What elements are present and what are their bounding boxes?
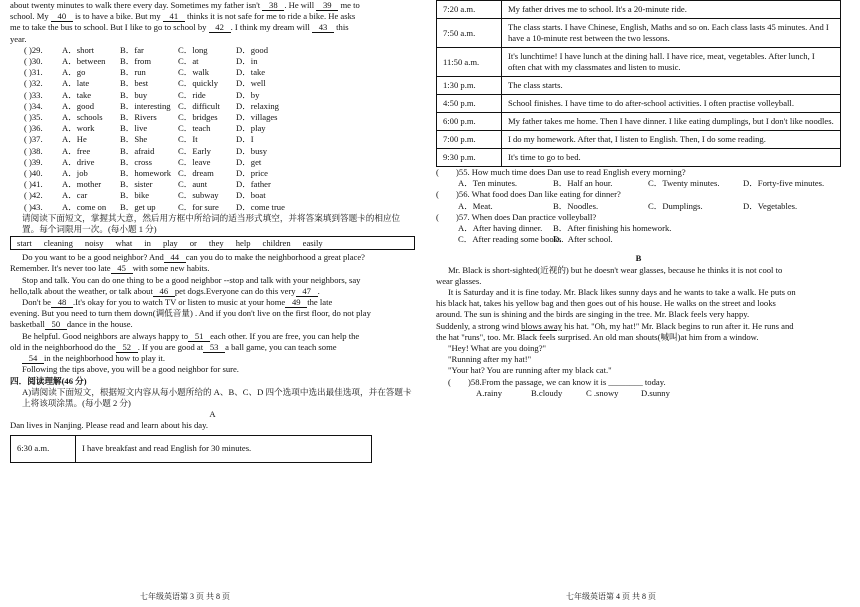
option-row <box>10 134 415 145</box>
question-number: ( )33. <box>24 89 43 100</box>
question-list <box>436 167 841 245</box>
option-row <box>10 45 415 56</box>
option-a: A．between <box>62 56 106 67</box>
text-segment: Following the tips above, you will be a good neighbor for sure. <box>22 364 239 375</box>
option-d: D．busy <box>236 145 268 156</box>
text-line <box>10 353 415 364</box>
instruction-3: A)请阅读下面短文，根据短文内容从每小题所给的 A、B、C、D 四个选项中选出最佳选项，并在答题卡上将该项涂黑。(每小题 2 分) <box>22 386 412 408</box>
text-segment: .It's okay for you to watch TV or listen to music at your home <box>73 297 286 308</box>
option-b: B．buy <box>120 89 148 100</box>
word-box-item: cleaning <box>43 238 73 249</box>
answer-blank: 54 <box>22 354 44 364</box>
answer-blank: 51 <box>188 332 210 342</box>
option-b: B．homework <box>120 168 172 179</box>
option: C．Twenty minutes. <box>648 178 720 189</box>
question-stem: ( )55. How much time does Dan use to read English every morning? <box>436 167 686 177</box>
text-segment: Be helpful. Good neighbors are always happy to <box>22 330 189 341</box>
passage-b-line: around. The sun is shining and the birds are singing in the tree. Mr. Black feels very happy. <box>436 309 750 320</box>
schedule-time: 9:30 p.m. <box>437 149 502 167</box>
option-d: D．in <box>236 56 258 67</box>
option-c: C．Early <box>178 145 211 156</box>
option: D．Forty-five minutes. <box>743 178 825 189</box>
option-row <box>10 146 415 157</box>
table-row <box>437 77 841 95</box>
question-number: ( )38. <box>24 145 43 156</box>
schedule-first-row <box>10 435 372 463</box>
text-line <box>10 22 415 33</box>
text-line <box>10 319 415 330</box>
option-row <box>10 179 415 190</box>
right-page <box>436 0 841 607</box>
word-box-item: start <box>17 238 32 249</box>
option-b: B．get up <box>120 201 156 212</box>
option-a: A．come on <box>62 201 107 212</box>
option-b: B．She <box>120 134 148 145</box>
text-line <box>10 342 415 353</box>
text-segment: . If you are good at <box>137 341 204 352</box>
option-d: D．get <box>236 156 262 167</box>
text-segment: is to have a bike. But my <box>72 11 163 22</box>
text-segment: Stop and talk. You can do one thing to be a good neighbor --stop and talk with your neighbors, say <box>22 274 361 285</box>
schedule-text: I have breakfast and read English for 30 minutes. <box>76 435 372 462</box>
question-number: ( )34. <box>24 100 43 111</box>
option-c: C．long <box>178 44 208 55</box>
text-segment: the late <box>307 297 333 308</box>
answer-blank: 39 <box>316 1 338 11</box>
text-line <box>10 297 415 308</box>
question-options <box>436 178 841 189</box>
passage-a-intro: Dan lives in Nanjing. Please read and learn about his day. <box>10 420 208 431</box>
option-c: C．walk <box>178 67 210 78</box>
option-c: C．ride <box>178 89 206 100</box>
option-d: D．price <box>236 168 268 179</box>
text-line <box>10 331 415 342</box>
option: B．After finishing his homework. <box>553 223 672 234</box>
passage-b-line: "Your hat? You are running after my black cat." <box>448 365 612 376</box>
option-row <box>10 190 415 201</box>
passage-intro <box>10 0 415 34</box>
text-segment: with some new habits. <box>132 263 210 274</box>
option-row <box>10 90 415 101</box>
option-b: B．afraid <box>120 145 155 156</box>
option-a: A．mother <box>62 179 102 190</box>
schedule-time: 4:50 p.m. <box>437 95 502 113</box>
option-c: C．for sure <box>178 201 219 212</box>
question-stem: ( )56. What food does Dan like eating for dinner? <box>436 189 621 200</box>
option-row <box>10 202 415 213</box>
option-a: A．free <box>62 145 91 156</box>
option-b: B．run <box>120 67 146 78</box>
option-row <box>10 168 415 179</box>
option-d: D．villages <box>236 112 278 123</box>
text-segment: . I think my dream will <box>230 22 312 33</box>
passage-2 <box>10 252 415 375</box>
option-b: B．interesting <box>120 100 171 111</box>
table-row <box>437 95 841 113</box>
option-a: A．late <box>62 78 90 89</box>
text-segment: in the neighborhood how to play it. <box>44 353 166 364</box>
text-line <box>10 11 415 22</box>
option-b: B．best <box>120 78 149 89</box>
option-d: D．father <box>236 179 271 190</box>
question-stem: ( )57. When does Dan practice volleyball? <box>436 211 597 222</box>
answer-blank: 44 <box>164 253 186 263</box>
passage-a-label: A <box>209 409 216 420</box>
option: C．Dumplings. <box>648 200 703 211</box>
option: B.cloudy <box>531 387 563 398</box>
text-segment: old in the neighborhood do the <box>10 341 116 352</box>
answer-blank: 53 <box>203 343 225 353</box>
option-a: A．He <box>62 134 87 145</box>
schedule-text: My father drives me to school. It's a 20-minute ride. <box>502 1 841 19</box>
text-segment: dance in the house. <box>66 319 133 330</box>
schedule-time: 7:00 p.m. <box>437 131 502 149</box>
text-segment: . <box>317 285 320 296</box>
schedule-time: 6:00 p.m. <box>437 113 502 131</box>
option: A.rainy <box>476 387 503 398</box>
answer-blank: 40 <box>51 12 73 22</box>
schedule-text: The class starts. <box>502 77 841 95</box>
option: A．Meat. <box>458 200 493 211</box>
question-number: ( )29. <box>24 44 43 55</box>
answer-blank: 46 <box>153 287 175 297</box>
schedule-text: The class starts. I have Chinese, English, Maths and so on. Each class lasts 45 minutes. And I have a 10-minute rest between the two lessons. <box>502 19 841 48</box>
option-a: A．job <box>62 168 88 179</box>
table-row <box>437 149 841 167</box>
option-c: C．It <box>178 134 198 145</box>
option-a: A．car <box>62 190 88 201</box>
underlined-phrase: blows away <box>521 320 562 331</box>
table-row <box>437 1 841 19</box>
option-row <box>10 78 415 89</box>
table-row <box>11 435 372 462</box>
option-a: A．schools <box>62 112 103 123</box>
question-58-options <box>436 388 841 399</box>
option-d: D．boat <box>236 190 266 201</box>
word-box-item: or <box>189 238 197 249</box>
option-d: D．good <box>236 44 268 55</box>
table-row <box>437 113 841 131</box>
schedule-text: It's lunchtime! I have lunch at the dining hall. I have rice, meat, vegetables. After lunch, I often chat with my classmates and listen to music. <box>502 48 841 77</box>
option-d: D．come true <box>236 201 285 212</box>
text-segment: Suddenly, a strong wind <box>436 320 522 331</box>
option: C．After reading some books. <box>458 234 564 245</box>
question-number: ( )32. <box>24 78 43 89</box>
answer-blank: 42 <box>209 23 231 33</box>
text-segment: Don't be <box>22 297 51 308</box>
passage-b-line: It is Saturday and it is fine today. Mr. Black likes sunny days and he wants to take a walk. He puts on <box>448 287 796 298</box>
table-row <box>437 48 841 77</box>
word-box <box>10 236 415 250</box>
text-segment: basketball <box>10 319 45 330</box>
text-line <box>10 364 415 375</box>
word-box-item: easily <box>302 238 323 249</box>
schedule-text: It's time to go to bed. <box>502 149 841 167</box>
question-58: ( )58.From the passage, we can know it is ________ today. <box>448 376 666 387</box>
question-number: ( )42. <box>24 190 43 201</box>
question-number: ( )36. <box>24 123 43 134</box>
passage-b-line: Mr. Black is short-sighted(近视的) but he doesn't wear glasses, because he thinks it is not cool to <box>448 264 783 275</box>
text-segment: this <box>333 22 349 33</box>
option-c: C．teach <box>178 123 211 134</box>
option-d: D．take <box>236 67 266 78</box>
option-row <box>10 56 415 67</box>
text-segment: hello,talk about the weather, or talk about <box>10 285 153 296</box>
table-row <box>437 131 841 149</box>
answer-blank: 47 <box>296 287 318 297</box>
option: D.sunny <box>641 387 670 398</box>
option: C .snowy <box>586 387 619 398</box>
schedule-text: School finishes. I have time to do after-school activities. I often practise volleyball. <box>502 95 841 113</box>
word-box-item: in <box>144 238 151 249</box>
text-segment: school. My <box>10 11 51 22</box>
text-line <box>10 263 415 274</box>
answer-blank: 38 <box>262 1 284 11</box>
option-c: C．at <box>178 56 199 67</box>
option: D．After school. <box>553 234 613 245</box>
schedule-time: 11:50 a.m. <box>437 48 502 77</box>
question-number: ( )41. <box>24 179 43 190</box>
text-line <box>10 0 415 11</box>
word-box-item: noisy <box>84 238 104 249</box>
schedule-time: 7:20 a.m. <box>437 1 502 19</box>
instruction-2: 请阅读下面短文，掌握其大意，然后用方框中所给词的适当形式填空，并将答案填到答题卡的相应位置。每个词限用一次。(每小题 1 分) <box>22 212 401 235</box>
answer-blank: 50 <box>45 320 67 330</box>
option-a: A．take <box>62 89 92 100</box>
option: B．Half an hour. <box>553 178 613 189</box>
answer-blank: 43 <box>312 23 334 33</box>
text-segment: Remember. It's never too late <box>10 263 111 274</box>
answer-blank: 41 <box>163 12 185 22</box>
answer-blank: 52 <box>116 343 138 353</box>
option-a: A．good <box>62 100 94 111</box>
word-box-item: they <box>208 238 224 249</box>
text-line <box>10 286 415 297</box>
option-row <box>10 67 415 78</box>
option-b: B．live <box>120 123 148 134</box>
option-d: D．well <box>236 78 266 89</box>
answer-blank: 48 <box>51 298 73 308</box>
word-box-item: children <box>262 238 291 249</box>
passage-b-label: B <box>635 253 642 264</box>
schedule-text: I do my homework. After that, I listen to English. Then, I do some reading. <box>502 131 841 149</box>
word-box-item: play <box>162 238 178 249</box>
table-row <box>437 19 841 48</box>
option-c: C．aunt <box>178 179 208 190</box>
intro-tail: year. <box>10 33 27 44</box>
option-d: D．by <box>236 89 260 100</box>
question-number: ( )43. <box>24 201 43 212</box>
word-box-item: help <box>235 238 251 249</box>
section-4-title: 四．阅读理解(46 分) <box>10 375 87 386</box>
text-segment: his hat. "Oh, my hat!" Mr. Black begins to run after it. He runs and <box>561 320 794 331</box>
option-d: D．play <box>236 123 266 134</box>
question-options <box>436 223 841 234</box>
text-line <box>10 275 415 286</box>
option-a: A．short <box>62 44 94 55</box>
question-number: ( )35. <box>24 112 43 123</box>
text-line <box>10 252 415 263</box>
schedule-time: 7:50 a.m. <box>437 19 502 48</box>
page-footer-left: 七年级英语第 3 页 共 8 页 <box>140 591 230 601</box>
passage-b-line: his black hat, takes his yellow bag and then goes out of his house. He walks on the street and looks <box>436 298 776 309</box>
passage-b <box>436 265 841 377</box>
option: D．Vegetables. <box>743 200 798 211</box>
text-segment: a ball game, you can teach some <box>225 341 337 352</box>
text-segment: can you do to make the neighborhood a great place? <box>185 252 365 263</box>
option-row <box>10 123 415 134</box>
option-b: B．sister <box>120 179 153 190</box>
question-options <box>436 234 841 245</box>
option-list <box>10 45 415 213</box>
option-row <box>10 112 415 123</box>
option-row <box>10 101 415 112</box>
left-page <box>10 0 415 607</box>
option: B．Noodles. <box>553 200 599 211</box>
option-a: A．work <box>62 123 95 134</box>
text-segment: each other. If you are free, you can help the <box>210 330 360 341</box>
option-b: B．far <box>120 44 144 55</box>
option: A．Ten minutes. <box>458 178 518 189</box>
text-segment: evening. But you need to turn them down(调低音量) . And if you don't live on the first floor, do not play <box>10 308 371 319</box>
question-number: ( )40. <box>24 168 43 179</box>
text-line <box>10 308 415 319</box>
text-segment: about twenty minutes to walk there every day. Sometimes my father isn't <box>10 0 263 10</box>
question-number: ( )31. <box>24 67 43 78</box>
schedule-time: 6:30 a.m. <box>11 435 76 462</box>
option-c: C．bridges <box>178 112 218 123</box>
option-c: C．difficult <box>178 100 220 111</box>
option-c: C．dream <box>178 168 214 179</box>
text-segment: pet dogs.Everyone can do this very <box>174 285 296 296</box>
text-segment: me to <box>338 0 360 10</box>
question-options <box>436 201 841 212</box>
page-footer-right: 七年级英语第 4 页 共 8 页 <box>566 591 656 601</box>
option-b: B．bike <box>120 190 150 201</box>
schedule-text: My father takes me home. Then I have dinner. I like eating dumplings, but I don't like noodles. <box>502 113 841 131</box>
option-b: B．Rivers <box>120 112 157 123</box>
answer-blank: 49 <box>285 298 307 308</box>
option-a: A．drive <box>62 156 95 167</box>
option-c: C．quickly <box>178 78 219 89</box>
passage-b-line: "Hey! What are you doing?" <box>448 343 547 354</box>
text-segment: . He will <box>284 0 317 10</box>
option-b: B．cross <box>120 156 152 167</box>
option-c: C．subway <box>178 190 219 201</box>
option-c: C．leave <box>178 156 211 167</box>
answer-blank: 45 <box>111 264 133 274</box>
text-segment: Do you want to be a good neighbor? And <box>22 252 164 263</box>
text-segment: thinks it is not safe for me to ride a bike. He asks <box>184 11 356 22</box>
passage-b-line: the hat "runs", too. Mr. Black feels surprised. An old man shouts(喊叫)at him from a window. <box>436 331 759 342</box>
option-b: B．from <box>120 56 152 67</box>
option: A．After having dinner. <box>458 223 543 234</box>
question-number: ( )30. <box>24 56 43 67</box>
schedule-time: 1:30 p.m. <box>437 77 502 95</box>
question-number: ( )39. <box>24 156 43 167</box>
passage-b-line: wear glasses. <box>436 275 482 286</box>
option-row <box>10 157 415 168</box>
passage-b-line <box>436 321 841 332</box>
question-number: ( )37. <box>24 134 43 145</box>
word-box-item: what <box>115 238 133 249</box>
option-d: D．relaxing <box>236 100 279 111</box>
passage-b-line: "Running after my hat!" <box>448 354 532 365</box>
text-segment: me to take the bus to school. But I like to go to school by <box>10 22 209 33</box>
option-d: D．I <box>236 134 254 145</box>
option-a: A．go <box>62 67 86 78</box>
schedule-table <box>436 0 841 167</box>
